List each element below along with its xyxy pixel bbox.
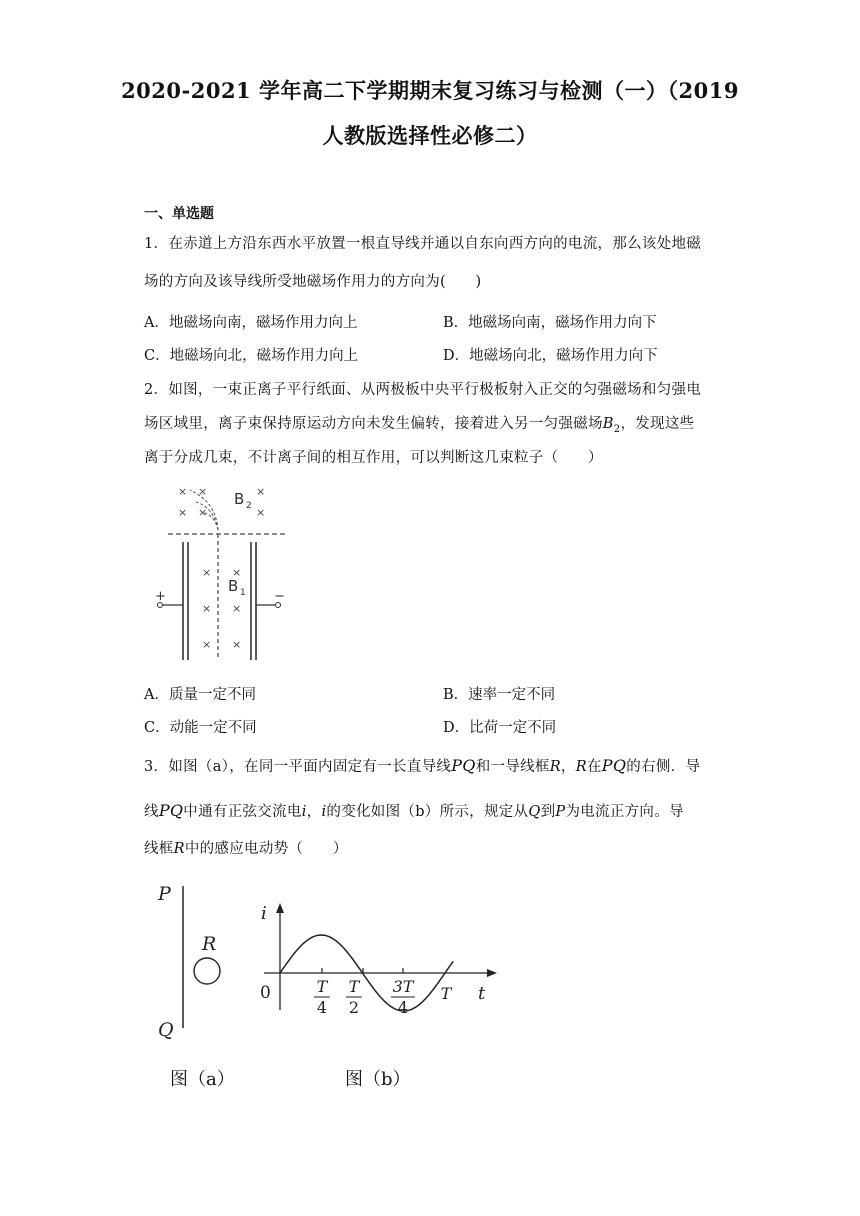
q2-line-2-text: 场区域里，离子束保持原运动方向未发生偏转，接着进入另一匀强磁场 — [144, 416, 603, 432]
q3-line-2-text-c: ， — [306, 804, 322, 820]
loop-r — [194, 958, 220, 984]
cross-mark: × — [202, 602, 212, 615]
tick1-numerator: T — [316, 977, 328, 996]
label-q: Q — [158, 1019, 174, 1041]
q3-line-2-text-e: 到 — [540, 804, 556, 820]
q1-option-d: D．地磁场向北，磁场作用力向下 — [443, 348, 658, 364]
q3-i-symbol-2: i — [321, 804, 327, 820]
cross-mark: × — [202, 566, 212, 579]
cross-mark: × — [178, 485, 188, 498]
q2-option-a: A．质量一定不同 — [144, 687, 256, 703]
q3-r-symbol-2: R — [575, 759, 587, 775]
q3-q-symbol: Q — [528, 804, 541, 820]
cross-mark: × — [232, 638, 242, 651]
q2-line-1: 2．如图，一束正离子平行纸面、从两极板中央平行极板射入正交的匀强磁场和匀强电 — [144, 382, 702, 398]
q3-line-1-text-b: 和一导线框 — [475, 759, 550, 775]
q3-line-2-text-b: 中通有正弦交流电 — [183, 804, 302, 820]
q3-line-1-text-e: 的右侧．导 — [626, 759, 701, 775]
tick1-denominator: 4 — [316, 998, 328, 1017]
q3-r-symbol: R — [549, 759, 561, 775]
label-p: P — [158, 883, 171, 905]
figure-b-caption: 图（b） — [345, 1069, 411, 1090]
q3-i-symbol: i — [301, 804, 307, 820]
q3-r-symbol-3: R — [173, 841, 185, 857]
q2-line-2-tail: ，发现这些 — [620, 416, 695, 432]
q3-line-2-text-a: 线 — [144, 804, 159, 820]
q3-line-2-text-f: 为电流正方向。导 — [565, 804, 684, 820]
q3-line-2-text-d: 的变化如图（b）所示，规定从 — [326, 804, 529, 820]
q2-option-b: B．速率一定不同 — [443, 687, 556, 703]
q3-figure-b-current-graph — [250, 898, 505, 1023]
y-axis-arrow — [276, 903, 284, 913]
b1-label: B — [228, 577, 239, 595]
b2-label-subscript: 2 — [246, 501, 252, 511]
cross-mark: × — [232, 602, 242, 615]
q2-line-2 — [144, 412, 694, 435]
label-r: R — [202, 933, 217, 955]
cross-mark: × — [202, 638, 212, 651]
q3-pq-symbol-3: PQ — [158, 801, 184, 820]
minus-sign: − — [274, 589, 285, 604]
q1-option-b: B．地磁场向南，磁场作用力向下 — [443, 315, 657, 331]
q2-b2-subscript: 2 — [613, 423, 621, 435]
document-title-line-1: 2020-2021 学年高二下学期期末复习练习与检测（一）（2019 — [121, 78, 739, 103]
q2-b2-symbol: B — [602, 416, 614, 432]
q3-line-1-text-d: 在 — [586, 759, 602, 775]
q1-option-c: C．地磁场向北，磁场作用力向上 — [144, 348, 359, 364]
q2-line-3: 离于分成几束，不计离子间的相互作用，可以判断这几束粒子（ ） — [144, 450, 603, 466]
tick2-denominator: 2 — [348, 998, 360, 1017]
q2-option-d: D．比荷一定不同 — [443, 720, 557, 736]
b1-label-subscript: 1 — [240, 588, 246, 598]
document-title-line-2: 人教版选择性必修二） — [322, 123, 538, 148]
origin-label: 0 — [260, 983, 271, 1003]
cross-mark: × — [198, 485, 208, 498]
q2-option-c: C．动能一定不同 — [144, 720, 257, 736]
cross-mark: × — [256, 506, 266, 519]
q1-option-a: A．地磁场向南，磁场作用力向上 — [144, 315, 358, 331]
q3-line-1-text-c: ， — [560, 759, 576, 775]
tick3-denominator: 4 — [397, 998, 409, 1017]
q1-line-2: 场的方向及该导线所受地磁场作用力的方向为( ) — [144, 274, 482, 290]
figure-a-caption: 图（a） — [170, 1069, 235, 1090]
q3-pq-symbol-2: PQ — [601, 756, 627, 775]
q1-line-1: 1．在赤道上方沿东西水平放置一根直导线并通以自东向西方向的电流，那么该处地磁 — [144, 236, 702, 252]
q3-line-3-text-a: 线框 — [144, 841, 174, 857]
q3-pq-symbol: PQ — [451, 756, 476, 775]
q3-line-1 — [144, 755, 700, 776]
q3-line-1-text-a: 3．如图（a），在同一平面内固定有一长直导线 — [144, 759, 452, 775]
cross-mark: × — [198, 506, 208, 519]
q3-p-symbol: P — [555, 804, 566, 820]
q3-line-2 — [144, 800, 684, 821]
cross-mark: × — [232, 566, 242, 579]
axis-label-t: t — [478, 983, 486, 1004]
tick4-label: T — [440, 984, 452, 1003]
section-heading: 一、单选题 — [144, 206, 214, 222]
q3-line-3 — [144, 837, 348, 858]
cross-mark: × — [178, 506, 188, 519]
x-axis-arrow — [487, 969, 497, 977]
q2-figure-velocity-selector — [150, 478, 295, 664]
tick2-numerator: T — [348, 977, 360, 996]
axis-label-i: i — [261, 903, 267, 924]
cross-mark: × — [256, 485, 266, 498]
q3-line-3-text-b: 中的感应电动势（ ） — [184, 841, 348, 857]
tick3-numerator: 3T — [392, 977, 414, 996]
plus-sign: + — [155, 589, 166, 604]
q3-figure-a — [150, 878, 250, 1043]
b2-label: B — [234, 490, 245, 508]
